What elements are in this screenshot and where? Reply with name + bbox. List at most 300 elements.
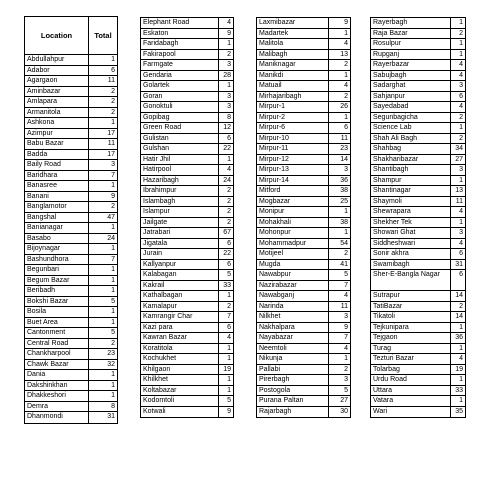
location-cell: Kakrail bbox=[141, 281, 219, 291]
table-row bbox=[141, 50, 233, 61]
location-cell: Kawran Bazar bbox=[141, 333, 219, 343]
location-cell: Rajarbagh bbox=[257, 407, 329, 418]
table-row bbox=[257, 407, 350, 418]
total-cell: 28 bbox=[223, 71, 231, 79]
location-cell: Baily Road bbox=[25, 160, 89, 170]
location-cell: Gulistan bbox=[141, 134, 219, 144]
table-row bbox=[25, 171, 117, 182]
location-cell: Nawabpur bbox=[257, 270, 329, 280]
location-cell: Raja Bazar bbox=[371, 29, 451, 39]
total-cell: 3 bbox=[344, 313, 348, 320]
location-cell: Mirpur-13 bbox=[257, 165, 329, 175]
table-row bbox=[371, 71, 465, 82]
total-cell: 6 bbox=[344, 124, 348, 131]
table-row bbox=[141, 144, 233, 155]
table-row bbox=[257, 333, 350, 344]
total-cell: 19 bbox=[223, 365, 231, 373]
location-cell: Nakhalpara bbox=[257, 323, 329, 333]
total-cell: 9 bbox=[344, 19, 348, 26]
location-cell: Mirpur-14 bbox=[257, 176, 329, 186]
total-cell: 26 bbox=[340, 103, 348, 110]
total-cell: 19 bbox=[455, 365, 463, 373]
total-cell: 33 bbox=[223, 281, 231, 289]
location-cell: Mohonpur bbox=[257, 228, 329, 238]
total-cell: 1 bbox=[459, 19, 463, 26]
total-cell: 1 bbox=[344, 355, 348, 362]
table-row bbox=[25, 150, 117, 161]
total-cell: 2 bbox=[227, 302, 231, 310]
location-cell: Green Road bbox=[141, 123, 219, 133]
total-cell: 2 bbox=[227, 208, 231, 215]
total-cell: 38 bbox=[340, 187, 348, 194]
table-row bbox=[371, 249, 465, 260]
total-cell: 9 bbox=[111, 192, 115, 200]
location-cell: Mugda bbox=[257, 260, 329, 270]
table-row bbox=[25, 192, 117, 203]
location-cell: Kamrangir Char bbox=[141, 312, 219, 322]
location-cell: Segunbagicha bbox=[371, 113, 451, 123]
location-cell: Banani bbox=[25, 192, 89, 202]
location-cell: Mirpur-2 bbox=[257, 113, 329, 123]
location-cell: Aminbazar bbox=[25, 87, 89, 97]
table-row bbox=[25, 160, 117, 171]
table-row bbox=[141, 396, 233, 407]
table-row bbox=[141, 291, 233, 302]
location-cell: Banglamotor bbox=[25, 202, 89, 212]
table-row bbox=[25, 97, 117, 108]
location-cell: Buet Area bbox=[25, 318, 89, 328]
table-row bbox=[371, 60, 465, 71]
location-cell: Malibagh bbox=[257, 50, 329, 60]
table-row bbox=[257, 102, 350, 113]
location-cell: Neemtoli bbox=[257, 344, 329, 354]
total-cell: 41 bbox=[340, 260, 348, 268]
total-cell: 7 bbox=[111, 171, 115, 179]
total-cell: 6 bbox=[227, 239, 231, 247]
table-row bbox=[257, 375, 350, 386]
table-row bbox=[25, 139, 117, 150]
total-cell: 1 bbox=[227, 355, 231, 362]
location-cell: Purana Paltan bbox=[257, 396, 329, 406]
location-cell: Manikdi bbox=[257, 71, 329, 81]
location-cell: Pirerbagh bbox=[257, 375, 329, 385]
location-cell: Dakshinkhan bbox=[25, 381, 89, 391]
total-cell: 2 bbox=[344, 92, 348, 100]
location-cell: Eskaton bbox=[141, 29, 219, 39]
total-cell: 6 bbox=[227, 260, 231, 268]
location-cell: Nikunja bbox=[257, 354, 329, 364]
location-cell: Mirpur-1 bbox=[257, 102, 329, 112]
location-cell: Chankharpool bbox=[25, 349, 89, 359]
total-cell: 27 bbox=[340, 397, 348, 404]
total-cell: 24 bbox=[223, 176, 231, 184]
location-cell: Bangshal bbox=[25, 213, 89, 223]
table-row bbox=[257, 260, 350, 271]
total-cell: 9 bbox=[227, 407, 231, 415]
location-cell: Koltabazar bbox=[141, 386, 219, 396]
total-cell: 4 bbox=[344, 82, 348, 89]
table-row bbox=[371, 312, 465, 323]
total-cell: 36 bbox=[340, 176, 348, 184]
table-row bbox=[141, 92, 233, 103]
table-row bbox=[371, 270, 465, 291]
table-row bbox=[371, 365, 465, 376]
total-cell: 6 bbox=[459, 250, 463, 257]
table-row bbox=[371, 92, 465, 103]
table-row bbox=[371, 375, 465, 386]
location-cell: Nayabazar bbox=[257, 333, 329, 343]
total-cell: 47 bbox=[107, 213, 115, 221]
total-cell: 2 bbox=[459, 29, 463, 37]
location-cell: Sadarghat bbox=[371, 81, 451, 91]
table-row bbox=[25, 118, 117, 129]
total-cell: 3 bbox=[459, 229, 463, 236]
table-row bbox=[257, 291, 350, 302]
total-cell: 23 bbox=[340, 145, 348, 152]
location-cell: Matuail bbox=[257, 81, 329, 91]
total-cell: 13 bbox=[455, 187, 463, 194]
location-cell: Goran bbox=[141, 92, 219, 102]
total-cell: 1 bbox=[111, 318, 115, 326]
location-cell: Tejgaon bbox=[371, 333, 451, 343]
total-cell: 1 bbox=[111, 56, 115, 63]
total-cell: 11 bbox=[107, 140, 115, 147]
location-cell: Jatrabari bbox=[141, 228, 219, 238]
table-row bbox=[141, 260, 233, 271]
table-row bbox=[141, 375, 233, 386]
location-cell: Islampur bbox=[141, 207, 219, 217]
location-cell: Swamibagh bbox=[371, 260, 451, 270]
total-cell: 7 bbox=[111, 255, 115, 263]
table-row bbox=[25, 55, 117, 66]
table-row bbox=[371, 102, 465, 113]
location-cell: Wari bbox=[371, 407, 451, 418]
total-cell: 1 bbox=[227, 155, 231, 163]
location-cell: Jurain bbox=[141, 249, 219, 259]
table-1 bbox=[24, 16, 118, 424]
location-cell: Sayedabad bbox=[371, 102, 451, 112]
location-cell: Begum Bazar bbox=[25, 276, 89, 286]
table-row bbox=[25, 255, 117, 266]
total-cell: 6 bbox=[111, 66, 115, 74]
total-cell: 2 bbox=[227, 187, 231, 194]
table-row bbox=[141, 102, 233, 113]
total-cell: 2 bbox=[459, 113, 463, 121]
location-cell: Siddheshwari bbox=[371, 239, 451, 249]
location-cell: Bashundhora bbox=[25, 255, 89, 265]
total-cell: 3 bbox=[344, 166, 348, 173]
total-cell: 2 bbox=[344, 365, 348, 373]
table-row bbox=[25, 108, 117, 119]
table-row bbox=[257, 197, 350, 208]
total-cell: 4 bbox=[459, 239, 463, 247]
table-row bbox=[257, 396, 350, 407]
total-cell: 4 bbox=[459, 61, 463, 68]
location-cell: Mogbazar bbox=[257, 197, 329, 207]
location-cell: Narinda bbox=[257, 302, 329, 312]
table-row bbox=[371, 39, 465, 50]
table-row bbox=[141, 207, 233, 218]
table-row bbox=[25, 402, 117, 413]
table-row bbox=[257, 344, 350, 355]
location-cell: Beribadh bbox=[25, 286, 89, 296]
total-cell: 14 bbox=[455, 313, 463, 320]
location-cell: Kallyanpur bbox=[141, 260, 219, 270]
table-row bbox=[25, 360, 117, 371]
location-cell: Vatara bbox=[371, 396, 451, 406]
location-cell: Chawk Bazar bbox=[25, 360, 89, 370]
total-cell: 4 bbox=[344, 40, 348, 47]
location-cell: Baridhara bbox=[25, 171, 89, 181]
total-cell: 4 bbox=[459, 103, 463, 110]
total-cell: 3 bbox=[459, 166, 463, 173]
location-cell: Mitford bbox=[257, 186, 329, 196]
location-cell: Kathalbagan bbox=[141, 291, 219, 301]
total-cell: 25 bbox=[340, 197, 348, 205]
total-cell: 6 bbox=[227, 134, 231, 142]
total-cell: 2 bbox=[344, 61, 348, 68]
table-row bbox=[371, 228, 465, 239]
table-row bbox=[257, 144, 350, 155]
location-cell: Showari Ghat bbox=[371, 228, 451, 238]
table-row bbox=[257, 386, 350, 397]
total-cell: 3 bbox=[227, 103, 231, 110]
total-cell: 3 bbox=[111, 161, 115, 168]
table-row bbox=[257, 29, 350, 40]
table-row bbox=[371, 333, 465, 344]
table-row bbox=[371, 302, 465, 313]
table-row bbox=[25, 234, 117, 245]
location-cell: Sabujbagh bbox=[371, 71, 451, 81]
total-cell: 1 bbox=[459, 50, 463, 58]
location-cell: Uttara bbox=[371, 386, 451, 396]
table-row bbox=[141, 60, 233, 71]
location-cell: Begunbari bbox=[25, 265, 89, 275]
table-row bbox=[141, 354, 233, 365]
location-cell: Shekher Tek bbox=[371, 218, 451, 228]
location-cell: Nawabganj bbox=[257, 291, 329, 301]
location-cell: Kochukhet bbox=[141, 354, 219, 364]
table-row bbox=[141, 134, 233, 145]
table-row bbox=[141, 81, 233, 92]
table-row bbox=[371, 218, 465, 229]
location-cell: Bokshi Bazar bbox=[25, 297, 89, 307]
table-row bbox=[371, 165, 465, 176]
location-cell: Babu Bazar bbox=[25, 139, 89, 149]
location-cell: Elephant Road bbox=[141, 18, 219, 28]
total-cell: 11 bbox=[107, 77, 115, 84]
location-cell: Tikatoli bbox=[371, 312, 451, 322]
table-row bbox=[257, 50, 350, 61]
total-cell: 1 bbox=[111, 182, 115, 189]
location-cell: Rayerbagh bbox=[371, 18, 451, 28]
total-cell: 1 bbox=[227, 386, 231, 394]
table-row bbox=[141, 386, 233, 397]
table-row bbox=[141, 186, 233, 197]
total-cell: 7 bbox=[344, 281, 348, 289]
table-row bbox=[371, 207, 465, 218]
total-cell: 1 bbox=[111, 245, 115, 252]
table-row bbox=[257, 123, 350, 134]
total-cell: 4 bbox=[227, 19, 231, 26]
location-cell: Madartek bbox=[257, 29, 329, 39]
table-row bbox=[25, 202, 117, 213]
table-row bbox=[257, 354, 350, 365]
table-row bbox=[141, 228, 233, 239]
location-cell: Basabo bbox=[25, 234, 89, 244]
table-row bbox=[141, 165, 233, 176]
location-cell: Shakharibazar bbox=[371, 155, 451, 165]
location-cell: Laxmibazar bbox=[257, 18, 329, 28]
table-row bbox=[257, 155, 350, 166]
location-cell: Sonir akhra bbox=[371, 249, 451, 259]
table-row bbox=[141, 123, 233, 134]
total-cell: 5 bbox=[111, 297, 115, 305]
location-cell: Shaymoli bbox=[371, 197, 451, 207]
table-row bbox=[141, 312, 233, 323]
total-cell: 2 bbox=[344, 250, 348, 257]
total-cell: 6 bbox=[459, 92, 463, 100]
location-cell: Khilgaon bbox=[141, 365, 219, 375]
total-cell: 4 bbox=[227, 166, 231, 173]
total-cell: 1 bbox=[459, 376, 463, 383]
total-cell: 2 bbox=[111, 87, 115, 95]
table-2 bbox=[140, 17, 234, 418]
table-row bbox=[257, 134, 350, 145]
location-cell: Maniknagar bbox=[257, 60, 329, 70]
total-cell: 1 bbox=[111, 119, 115, 126]
total-cell: 11 bbox=[340, 302, 348, 310]
total-cell: 6 bbox=[227, 323, 231, 331]
location-cell: Armanitola bbox=[25, 108, 89, 118]
table-row bbox=[371, 197, 465, 208]
table-header bbox=[25, 17, 117, 55]
table-row bbox=[25, 307, 117, 318]
location-cell: Jigatala bbox=[141, 239, 219, 249]
location-cell: Khilkhet bbox=[141, 375, 219, 385]
table-row bbox=[25, 297, 117, 308]
location-cell: Shah Ali Bagh bbox=[371, 134, 451, 144]
table-row bbox=[257, 18, 350, 29]
table-row bbox=[25, 276, 117, 287]
total-cell: 7 bbox=[344, 334, 348, 341]
total-cell: 1 bbox=[111, 308, 115, 315]
location-cell: Gopibag bbox=[141, 113, 219, 123]
table-row bbox=[257, 207, 350, 218]
location-cell: Shantinagar bbox=[371, 186, 451, 196]
location-cell: Ashkona bbox=[25, 118, 89, 128]
location-cell: Agargaon bbox=[25, 76, 89, 86]
total-cell: 35 bbox=[455, 407, 463, 415]
location-cell: Malitola bbox=[257, 39, 329, 49]
location-cell: Nazirabazar bbox=[257, 281, 329, 291]
table-row bbox=[371, 386, 465, 397]
total-cell: 13 bbox=[340, 50, 348, 58]
total-cell: 11 bbox=[455, 197, 463, 205]
table-row bbox=[257, 249, 350, 260]
location-cell: Badda bbox=[25, 150, 89, 160]
table-row bbox=[141, 176, 233, 187]
table-row bbox=[257, 270, 350, 281]
table-row bbox=[25, 76, 117, 87]
table-row bbox=[25, 339, 117, 350]
location-cell: TatiBazar bbox=[371, 302, 451, 312]
table-row bbox=[257, 281, 350, 292]
total-cell: 27 bbox=[455, 155, 463, 163]
table-row bbox=[257, 92, 350, 103]
table-row bbox=[25, 66, 117, 77]
location-cell: Bosila bbox=[25, 307, 89, 317]
table-row bbox=[141, 407, 233, 418]
total-cell: 1 bbox=[111, 224, 115, 231]
table-row bbox=[25, 286, 117, 297]
total-cell: 1 bbox=[459, 344, 463, 352]
table-row bbox=[141, 333, 233, 344]
location-cell: Sher-E-Bangla Nagar bbox=[371, 270, 451, 290]
total-cell: 1 bbox=[344, 29, 348, 37]
table-row bbox=[141, 18, 233, 29]
total-cell: 3 bbox=[227, 61, 231, 68]
location-cell: Mohammadpur bbox=[257, 239, 329, 249]
location-cell: Pallabi bbox=[257, 365, 329, 375]
total-header: Total bbox=[94, 31, 112, 40]
location-cell: Farmgate bbox=[141, 60, 219, 70]
location-cell: Nilkhet bbox=[257, 312, 329, 322]
location-cell: Hazaribagh bbox=[141, 176, 219, 186]
table-4 bbox=[370, 17, 466, 418]
total-cell: 6 bbox=[459, 271, 463, 278]
location-cell: Mirhajaribagh bbox=[257, 92, 329, 102]
table-row bbox=[257, 186, 350, 197]
location-cell: Azimpur bbox=[25, 129, 89, 139]
location-cell: Adabor bbox=[25, 66, 89, 76]
total-cell: 9 bbox=[344, 323, 348, 331]
total-cell: 17 bbox=[107, 150, 115, 158]
total-cell: 1 bbox=[227, 82, 231, 89]
table-row bbox=[371, 323, 465, 334]
total-cell: 31 bbox=[455, 260, 463, 268]
table-row bbox=[141, 218, 233, 229]
table-3 bbox=[256, 17, 351, 418]
total-cell: 1 bbox=[111, 392, 115, 399]
table-row bbox=[257, 39, 350, 50]
total-cell: 9 bbox=[227, 29, 231, 37]
table-row bbox=[141, 323, 233, 334]
location-cell: Fakirapool bbox=[141, 50, 219, 60]
total-cell: 1 bbox=[459, 40, 463, 47]
total-cell: 2 bbox=[111, 98, 115, 105]
table-row bbox=[371, 344, 465, 355]
location-cell: Jailgate bbox=[141, 218, 219, 228]
table-row bbox=[257, 239, 350, 250]
table-row bbox=[25, 244, 117, 255]
table-row bbox=[371, 155, 465, 166]
total-cell: 8 bbox=[227, 113, 231, 121]
total-cell: 4 bbox=[344, 344, 348, 352]
location-cell: Mohakhali bbox=[257, 218, 329, 228]
location-cell: Mirpur-12 bbox=[257, 155, 329, 165]
table-row bbox=[257, 71, 350, 82]
location-cell: Golartek bbox=[141, 81, 219, 91]
location-cell: Mirpur-11 bbox=[257, 144, 329, 154]
total-cell: 1 bbox=[459, 323, 463, 331]
location-cell: Dhakkeshori bbox=[25, 391, 89, 401]
table-row bbox=[141, 113, 233, 124]
location-cell: Banasree bbox=[25, 181, 89, 191]
table-row bbox=[25, 87, 117, 98]
table-row bbox=[257, 176, 350, 187]
total-cell: 1 bbox=[344, 229, 348, 236]
